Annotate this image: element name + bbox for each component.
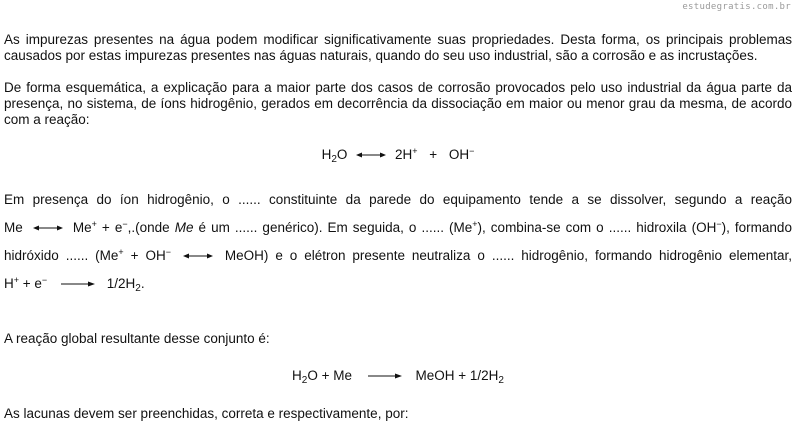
eq2-lhs-rest: O + Me: [307, 368, 352, 383]
text-hidroxido: hidróxido ...... (Me: [4, 248, 119, 263]
eq1-plus: +: [429, 147, 438, 162]
electron-minus: −: [122, 219, 128, 229]
electron-minus-2: −: [41, 275, 48, 285]
eq1-rhs1: 2H: [394, 147, 413, 162]
eq1-h: H: [321, 147, 332, 162]
equation-global: [4, 368, 792, 384]
half-h2-sub: 2: [135, 283, 141, 294]
watermark: estudegratis.com.br: [682, 2, 791, 12]
final-dot: .: [140, 276, 145, 291]
me-plus-sup-2: +: [118, 247, 124, 257]
paragraph-intro: As impurezas presentes na água podem modificar significativamente suas propriedades. Desta forma, os principais problemas causados por estas impurezas presentes nas águas naturais, quando do seu uso industrial, são a corrosão e as incrustações.: [4, 32, 792, 63]
eq1-rhs2: OH: [448, 147, 470, 162]
me-italic: Me: [174, 220, 194, 235]
paragraph-question: As lacunas devem ser preenchidas, correta e respectivamente, por:: [4, 406, 409, 421]
right-arrow-icon: [366, 372, 402, 380]
paragraph-reaction-line-2: [4, 220, 792, 236]
electron: + e: [96, 220, 123, 235]
paragraph-reaction-line-1: Em presença do íon hidrogênio, o ...... constituinte da parede do equipamento tende a se dissolver, segundo a reação: [4, 192, 792, 207]
paragraph-explanation: De forma esquemática, a explicação para a maior parte dos casos de corrosão provocados pelo uso industrial da água parte da presença, no sistema, de íons hidrogênio, gerados em decorrência da dissociação em maior ou menor grau da mesma, de acordo com a reação:: [4, 80, 792, 127]
eq1-plus-sup: +: [412, 146, 418, 156]
h-ion: H: [4, 276, 14, 291]
me-ion: Me: [72, 220, 92, 235]
oh-minus-sup-2: −: [165, 247, 171, 257]
text-meoh-neutraliza: MeOH) e o elétron presente neutraliza o ...... hidrogênio, formando hidrogênio elementar,: [224, 248, 792, 263]
eq2-rhs-sub: 2: [498, 375, 504, 386]
paragraph-global-reaction: A reação global resultante desse conjunto é:: [4, 331, 270, 346]
eq1-sub-2: 2: [331, 154, 337, 165]
oh-minus-sup: −: [716, 219, 722, 229]
h-ion-plus: +: [13, 275, 20, 285]
text-formando: ), formando: [721, 220, 792, 235]
eq1-o: O: [336, 147, 348, 162]
half-h2: 1/2H: [106, 276, 136, 291]
eq1-minus-sup: −: [469, 146, 475, 156]
text-hidroxila: ), combina-se com o ...... hidroxila (OH: [477, 220, 717, 235]
me-plus-sup: +: [472, 219, 478, 229]
equilibrium-arrow-icon: [183, 252, 213, 260]
text-generico: é um ...... genérico). Em seguida, o ...... (Me: [193, 220, 473, 235]
me-ion-plus: +: [91, 219, 97, 229]
equation-water-dissociation: [4, 147, 792, 163]
right-arrow-icon: [59, 280, 95, 288]
equilibrium-arrow-icon: [33, 224, 63, 232]
equilibrium-arrow-icon: [356, 151, 386, 159]
me-reactant: Me: [4, 220, 23, 235]
paragraph-reaction-line-4: [4, 276, 792, 292]
eq2-h: H: [292, 368, 302, 383]
eq2-sub: 2: [301, 375, 308, 386]
oh-term: + OH: [123, 248, 166, 263]
eq2-rhs: MeOH + 1/2H: [415, 368, 499, 383]
text-onde: ,.(onde: [127, 220, 175, 235]
paragraph-reaction-line-3: [4, 248, 792, 264]
electron-2: + e: [19, 276, 42, 291]
